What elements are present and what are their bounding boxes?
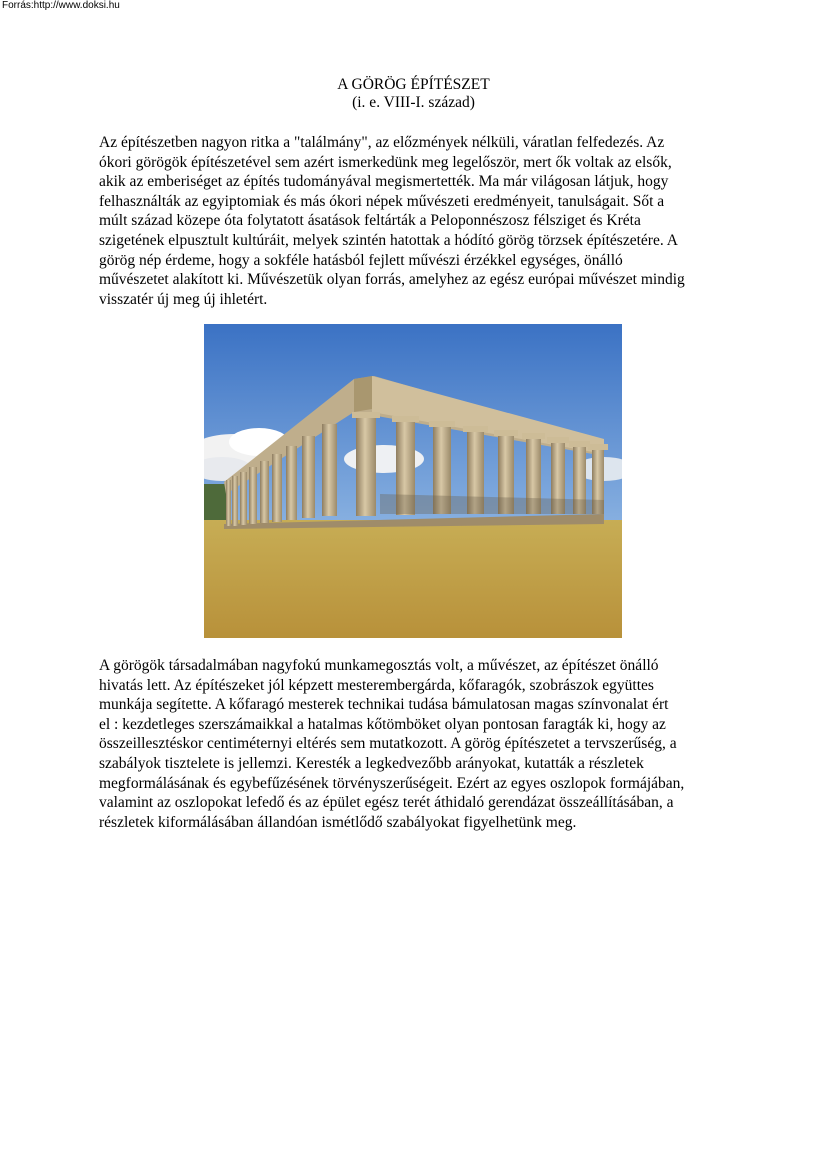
intro-paragraph — [99, 133, 739, 309]
paragraph-line: Az építészetben nagyon ritka a "találmány", az előzmények nélküli, váratlan felfedezés. Az — [99, 134, 665, 151]
paragraph-line: A görögök társadalmában nagyfokú munkamegosztás volt, a művészet, az építészet önálló — [99, 657, 659, 674]
paragraph-line: művészetet alakított ki. Művészetük olyan forrás, amelyhez az egész európai művészet mindig — [99, 271, 685, 289]
paragraph-line: részletek kiformálásában állandóan ismétlődő szabályokat figyelhetünk meg. — [99, 813, 577, 831]
paragraph-line: múlt század közepe óta folytatott ásatások feltárták a Peloponnészosz félsziget és Kréta — [99, 212, 641, 230]
source-link[interactable]: Forrás:http://www.doksi.hu — [2, 0, 120, 11]
title-block — [0, 76, 827, 112]
paragraph-line: visszatér új meg új ihletért. — [99, 290, 268, 308]
paragraph-line: felhasználták az egyiptomiak és más ókori népek művészeti eredményeit, tanulságait. Sőt a — [99, 192, 665, 210]
paragraph-line: megformálásának és egybefűzésének törvényszerűségeit. Ezért az egyes oszlopok formájában, — [99, 774, 685, 792]
page-title: A GÖRÖG ÉPÍTÉSZET — [337, 76, 490, 93]
paragraph-line: szigetének elpusztult kultúráit, melyek szintén hatottak a hódító görög törzsek építészetére. A — [99, 231, 678, 249]
paragraph-line: munkája segítette. A kőfaragó mesterek technikai tudása bámulatosan magas színvonalat ért — [99, 696, 669, 714]
paragraph-line: szabályok tisztelete is jellemzi. Keresték a legkedvezőbb arányokat, kutatták a részletek — [99, 754, 644, 772]
greek-temple-photo — [204, 324, 622, 638]
paragraph-line: hivatás lett. Az építészeket jól képzett mesterembergárda, kőfaragók, szobrászok együttes — [99, 676, 654, 694]
paragraph-line: akik az emberiséget az építés tudományával megismertették. Ma már világosan látjuk, hogy — [99, 173, 669, 191]
paragraph-line: görög nép érdeme, hogy a sokféle hatásból fejlett művészi érzékkel egységes, önálló — [99, 251, 623, 269]
paragraph-line: valamint az oszlopokat lefedő és az épület egész terét áthidaló gerendázat összeállításában, a — [99, 794, 674, 812]
paragraph-line: összeillesztéskor centiméternyi eltérés sem mutatkozott. A görög építészetet a tervszerűség, a — [99, 735, 677, 753]
page-subtitle: (i. e. VIII-I. század) — [352, 94, 475, 111]
paragraph-line: ókori görögök építészetével sem azért ismerkedünk meg legelőször, mert ők voltak az elsők, — [99, 153, 672, 171]
body-paragraph — [99, 656, 739, 832]
paragraph-line: el : kezdetleges szerszámaikkal a hatalmas kőtömböket olyan pontosan faragták ki, hogy az — [99, 715, 666, 733]
